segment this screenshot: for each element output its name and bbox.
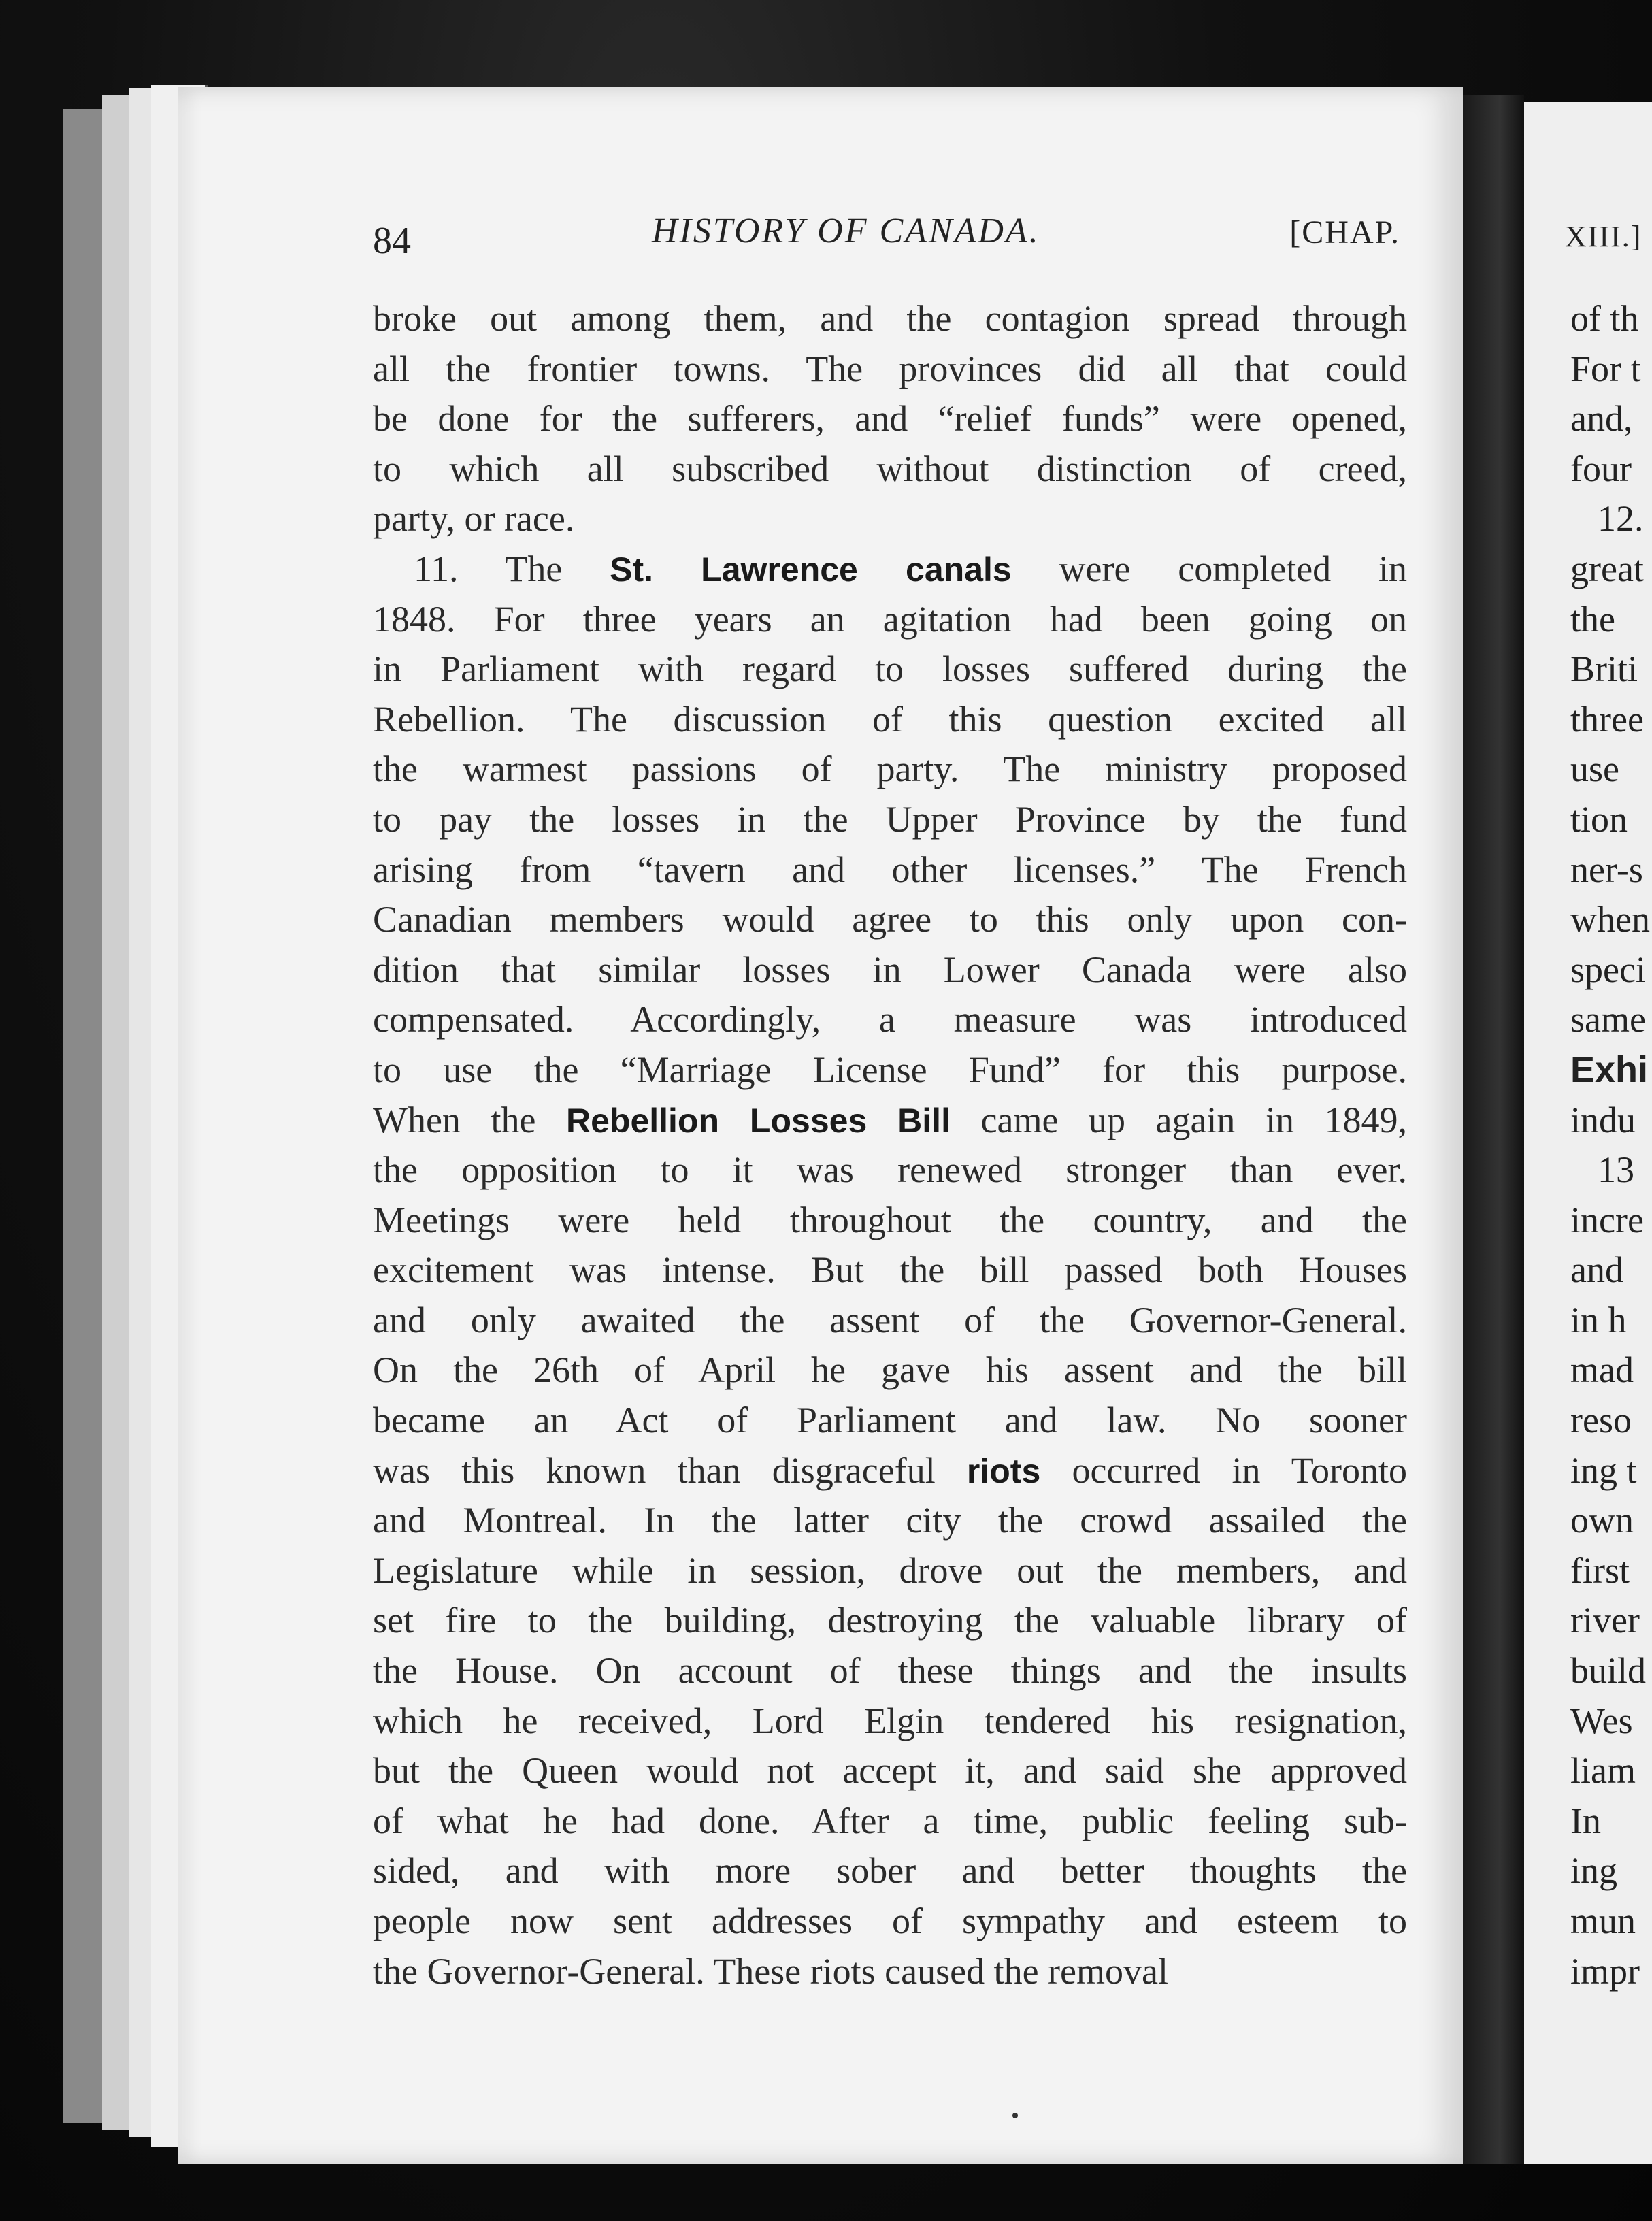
right-page-fragment: build — [1570, 1650, 1647, 1692]
text-line — [373, 1096, 1407, 1146]
right-page-fragment: liam — [1570, 1750, 1636, 1792]
right-page-fragment: mad — [1570, 1349, 1634, 1391]
right-page-fragment: and, — [1570, 398, 1633, 440]
text-line: and Montreal. In the latter city the crowd assailed the — [373, 1500, 1407, 1541]
text-line — [373, 1446, 1407, 1496]
right-page-fragment: four — [1570, 448, 1632, 489]
text-line: all the frontier towns. The provinces did all that could — [373, 348, 1407, 389]
right-page-fragment: the — [1570, 598, 1615, 640]
text-line: the warmest passions of party. The ministry proposed — [373, 748, 1407, 790]
text-line: party, or race. — [373, 498, 575, 540]
text-line: to use the “Marriage License Fund” for this purpose. — [373, 1049, 1407, 1090]
text-line: set fire to the building, destroying the valuable library of — [373, 1600, 1407, 1641]
text-line: the opposition to it was renewed stronger than ever. — [373, 1149, 1407, 1191]
running-title: HISTORY OF CANADA. — [652, 212, 1040, 250]
bold-heading-term: St. Lawrence canals — [610, 550, 1012, 589]
body-text — [373, 294, 1407, 1996]
right-page-fragment: impr — [1570, 1950, 1640, 1992]
right-page-fragment: 12. — [1598, 498, 1644, 540]
right-page-fragment: river — [1570, 1600, 1640, 1641]
right-page-fragment: in h — [1570, 1299, 1627, 1340]
text-run: were completed in — [1011, 548, 1407, 589]
text-line: Legislature while in session, drove out the members, and — [373, 1549, 1407, 1591]
text-line: of what he had done. After a time, public feeling sub- — [373, 1800, 1407, 1841]
chapter-marker: [CHAP. — [1289, 214, 1400, 250]
text-line: became an Act of Parliament and law. No sooner — [373, 1400, 1407, 1441]
right-page-fragment: For t — [1570, 348, 1641, 389]
text-line: in Parliament with regard to losses suffered during the — [373, 648, 1407, 690]
text-line: compensated. Accordingly, a measure was introduced — [373, 999, 1407, 1040]
right-page-fragment: speci — [1570, 949, 1646, 990]
text-run: 11. The — [414, 548, 610, 589]
running-head — [373, 211, 1400, 265]
right-page-fragment: 13 — [1598, 1149, 1634, 1191]
right-page-fragment: Briti — [1570, 648, 1638, 690]
right-page-fragment: and — [1570, 1249, 1623, 1291]
right-page-fragment: same — [1570, 999, 1646, 1040]
right-page-fragment: first — [1570, 1549, 1630, 1591]
right-page-fragment: reso — [1570, 1400, 1632, 1441]
right-page-fragment: ing — [1570, 1850, 1618, 1892]
bold-heading-term: riots — [966, 1451, 1041, 1490]
text-run: occurred in Toronto — [1040, 1449, 1407, 1491]
text-line: arising from “tavern and other licenses.” The French — [373, 849, 1407, 890]
text-line: but the Queen would not accept it, and said she approved — [373, 1750, 1407, 1792]
text-line: the House. On account of these things and the insults — [373, 1650, 1407, 1692]
right-page-fragment: great — [1570, 548, 1644, 589]
text-line: On the 26th of April he gave his assent and the bill — [373, 1349, 1407, 1391]
right-page-fragment: of th — [1570, 298, 1639, 339]
right-page-text — [1570, 294, 1652, 1996]
right-page-fragment: In — [1570, 1800, 1601, 1841]
right-page-fragment: indu — [1570, 1099, 1636, 1140]
text-line: Canadian members would agree to this only upon con- — [373, 899, 1407, 940]
text-line: dition that similar losses in Lower Canada were also — [373, 949, 1407, 990]
right-page-fragment: mun — [1570, 1901, 1636, 1941]
text-line: to pay the losses in the Upper Province by the fund — [373, 798, 1407, 840]
text-line: and only awaited the assent of the Governor-General. — [373, 1299, 1407, 1340]
book-gutter — [1463, 95, 1524, 2164]
text-run: When the — [373, 1099, 566, 1140]
right-page-fragment: incre — [1570, 1199, 1644, 1240]
text-run: came up again in 1849, — [950, 1099, 1407, 1140]
page-number: 84 — [373, 220, 411, 262]
text-line: be done for the sufferers, and “relief funds” were opened, — [373, 398, 1407, 440]
text-line: excitement was intense. But the bill passed both Houses — [373, 1249, 1407, 1291]
right-page-fragment: three — [1570, 698, 1644, 740]
text-line: 1848. For three years an agitation had been going on — [373, 598, 1407, 640]
right-page-fragment: Wes — [1570, 1700, 1633, 1741]
right-page-fragment: ner-s — [1570, 849, 1643, 890]
right-page-fragment: ing t — [1570, 1449, 1637, 1491]
right-page-fragment: Exhi — [1570, 1049, 1649, 1090]
page-speck — [1012, 2113, 1018, 2118]
right-page-fragment: own — [1570, 1500, 1634, 1541]
text-line: people now sent addresses of sympathy and esteem to — [373, 1901, 1407, 1941]
bold-heading-term: Rebellion Losses Bill — [565, 1101, 951, 1140]
right-page-fragment: tion — [1570, 798, 1628, 840]
text-line: Meetings were held throughout the country, and the — [373, 1199, 1407, 1240]
text-line: the Governor-General. These riots caused the removal — [373, 1950, 1168, 1992]
text-line: Rebellion. The discussion of this question excited all — [373, 698, 1407, 740]
text-run: was this known than disgraceful — [373, 1449, 967, 1491]
text-line — [373, 544, 1407, 595]
text-line: sided, and with more sober and better thoughts the — [373, 1850, 1407, 1892]
right-page-fragment: when — [1570, 899, 1650, 940]
right-page-fragment: use — [1570, 748, 1619, 790]
text-line: to which all subscribed without distinction of creed, — [373, 448, 1407, 489]
text-line: which he received, Lord Elgin tendered his resignation, — [373, 1700, 1407, 1741]
text-line: broke out among them, and the contagion spread through — [373, 298, 1407, 339]
right-page-chapter-marker: XIII.] — [1565, 220, 1642, 253]
